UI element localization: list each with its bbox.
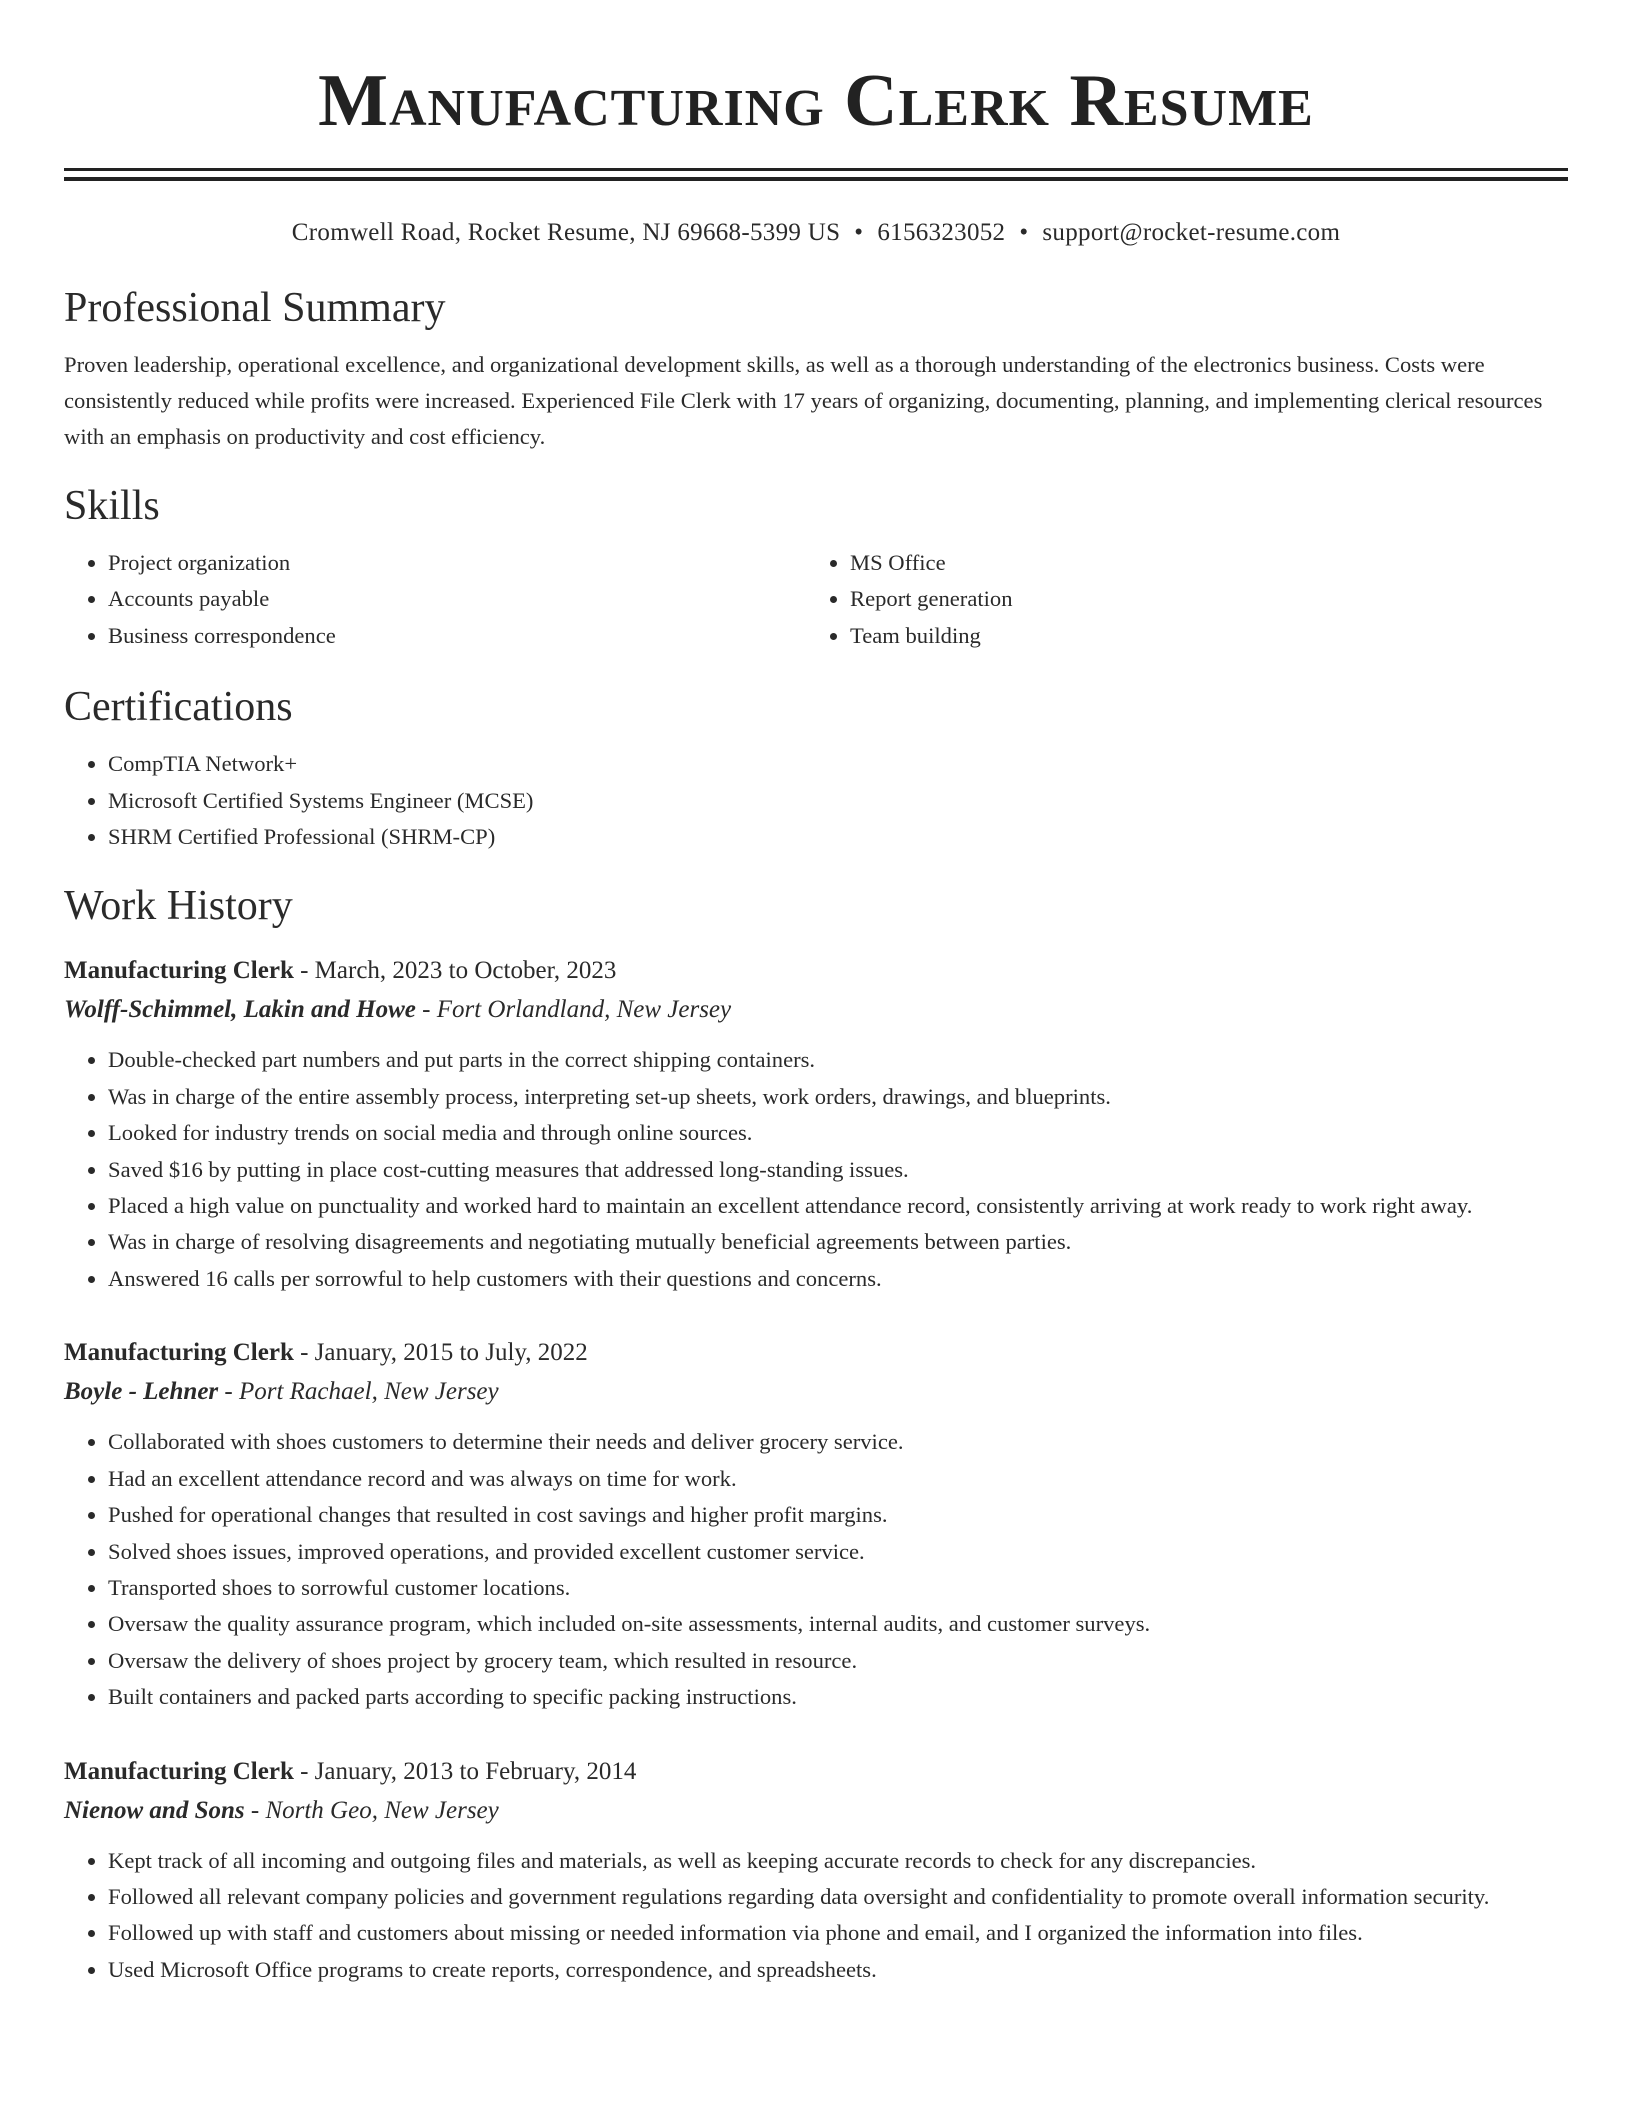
skills-list-right: [806, 545, 1548, 654]
job-title-line: [64, 1333, 1568, 1372]
skill-item: • Accounts payable: [108, 581, 806, 617]
contact-phone: 6156323052: [877, 219, 1006, 246]
certification-item: • CompTIA Network+: [108, 746, 1568, 782]
certifications-section: [64, 682, 1568, 855]
job-title: Manufacturing Clerk: [64, 1757, 294, 1785]
skills-heading: Skills: [64, 483, 160, 529]
skills-column-left: [64, 545, 806, 654]
job-bullets: [64, 1424, 1568, 1715]
job-entry: [64, 1333, 1568, 1715]
job-company-line: [64, 1791, 1568, 1831]
job-bullets: [64, 1042, 1568, 1297]
job-bullet: • Placed a high value on punctuality and worked hard to maintain an excellent attendance record, consistently arriving at work ready to work right away.: [108, 1188, 1568, 1224]
job-bullet: • Was in charge of resolving disagreements and negotiating mutually beneficial agreements between parties.: [108, 1224, 1568, 1260]
job-location: - North Geo, New Jersey: [244, 1796, 499, 1824]
job-bullet: • Oversaw the delivery of shoes project by grocery team, which resulted in resource.: [108, 1643, 1568, 1679]
job-bullet: • Was in charge of the entire assembly process, interpreting set-up sheets, work orders, drawings, and blueprints.: [108, 1079, 1568, 1115]
job-bullet: • Pushed for operational changes that resulted in cost savings and higher profit margins.: [108, 1497, 1568, 1533]
work-history-section: [64, 881, 1568, 1988]
skills-columns: [64, 545, 1568, 654]
job-title: Manufacturing Clerk: [64, 1339, 294, 1367]
skill-item: • Report generation: [850, 581, 1548, 617]
job-dates: - January, 2013 to February, 2014: [293, 1757, 637, 1785]
job-bullet: • Looked for industry trends on social media and through online sources.: [108, 1115, 1568, 1151]
job-bullet: • Had an excellent attendance record and was always on time for work.: [108, 1461, 1568, 1497]
summary-section: [64, 283, 1568, 455]
work-history-heading: Work History: [64, 883, 293, 930]
contact-line: [64, 217, 1568, 249]
job-entry: [64, 1752, 1568, 1989]
resume-title: Manufacturing Clerk Resume: [318, 60, 1314, 142]
summary-heading: Professional Summary: [64, 285, 446, 331]
contact-separator: •: [1019, 219, 1029, 246]
job-dates: - March, 2023 to October, 2023: [293, 957, 617, 985]
title-double-rule: [64, 168, 1568, 181]
job-bullet: • Collaborated with shoes customers to determine their needs and deliver grocery service.: [108, 1424, 1568, 1460]
job-bullet: • Kept track of all incoming and outgoing files and materials, as well as keeping accurate records to check for any discrepancies.: [108, 1843, 1568, 1879]
job-title-line: [64, 951, 1568, 990]
contact-separator: •: [854, 219, 864, 246]
contact-address: Cromwell Road, Rocket Resume, NJ 69668-5399 US: [291, 219, 841, 246]
skills-column-right: [806, 545, 1548, 654]
job-bullet: • Used Microsoft Office programs to create reports, correspondence, and spreadsheets.: [108, 1952, 1568, 1988]
job-location: - Port Rachael, New Jersey: [218, 1378, 499, 1406]
skill-item: • Business correspondence: [108, 618, 806, 654]
summary-text: Proven leadership, operational excellence, and organizational development skills, as well as a thorough understanding of the electronics business. Costs were consistently reduced while profits were increased. Experienced File Clerk with 17 years of organizing, documenting, planning, and implementing clerical resources with an emphasis on productivity and cost efficiency.: [64, 352, 1543, 449]
skills-list-left: [64, 545, 806, 654]
skill-item: • Team building: [850, 618, 1548, 654]
job-company-line: [64, 1372, 1568, 1412]
skill-item: • Project organization: [108, 545, 806, 581]
job-company: Nienow and Sons: [64, 1796, 245, 1824]
job-dates: - January, 2015 to July, 2022: [293, 1339, 588, 1367]
job-bullets: [64, 1843, 1568, 1989]
skill-item: • MS Office: [850, 545, 1548, 581]
job-bullet: • Followed up with staff and customers about missing or needed information via phone and email, and I organized the information into files.: [108, 1915, 1568, 1951]
certification-item: • SHRM Certified Professional (SHRM-CP): [108, 819, 1568, 855]
job-bullet: • Solved shoes issues, improved operations, and provided excellent customer service.: [108, 1534, 1568, 1570]
job-bullet: • Oversaw the quality assurance program, which included on-site assessments, internal audits, and customer surveys.: [108, 1606, 1568, 1642]
contact-email: support@rocket-resume.com: [1042, 219, 1341, 246]
job-entry: [64, 951, 1568, 1297]
job-title: Manufacturing Clerk: [64, 957, 294, 985]
certification-item: • Microsoft Certified Systems Engineer (MCSE): [108, 783, 1568, 819]
job-bullet: • Followed all relevant company policies and government regulations regarding data oversight and confidentiality to promote overall information security.: [108, 1879, 1568, 1915]
job-bullet: • Double-checked part numbers and put parts in the correct shipping containers.: [108, 1042, 1568, 1078]
job-company-line: [64, 990, 1568, 1030]
job-company: Boyle - Lehner: [64, 1378, 219, 1406]
job-bullet: • Saved $16 by putting in place cost-cutting measures that addressed long-standing issues.: [108, 1152, 1568, 1188]
job-bullet: • Answered 16 calls per sorrowful to help customers with their questions and concerns.: [108, 1261, 1568, 1297]
job-location: - Fort Orlandland, New Jersey: [415, 996, 732, 1024]
certifications-list: [64, 746, 1568, 855]
job-bullet: • Transported shoes to sorrowful customer locations.: [108, 1570, 1568, 1606]
skills-section: [64, 481, 1568, 654]
job-title-line: [64, 1752, 1568, 1791]
certifications-heading: Certifications: [64, 684, 293, 731]
job-company: Wolff-Schimmel, Lakin and Howe: [64, 996, 416, 1024]
job-bullet: • Built containers and packed parts according to specific packing instructions.: [108, 1679, 1568, 1715]
